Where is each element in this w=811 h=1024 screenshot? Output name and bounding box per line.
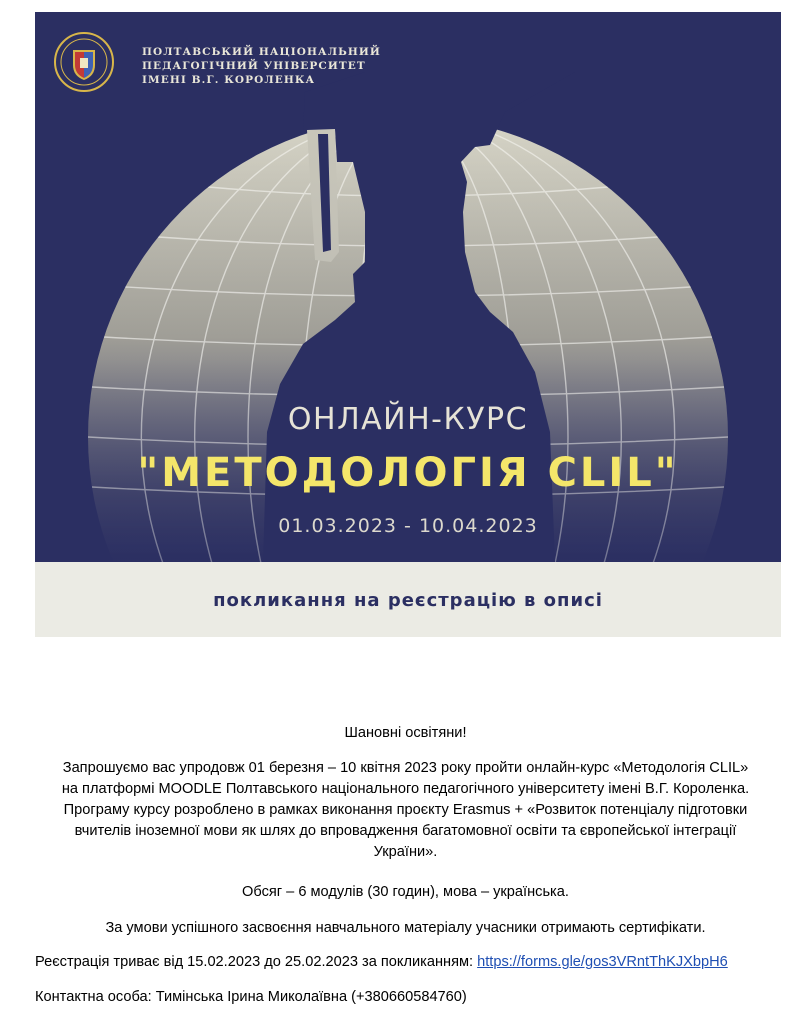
course-banner: [35, 12, 781, 637]
course-label: ОНЛАЙН-КУРС: [287, 402, 529, 437]
university-crest-icon: [54, 32, 114, 92]
university-name-line: ПОЛТАВСЬКИЙ НАЦІОНАЛЬНИЙ: [142, 46, 381, 58]
invitation-paragraph: [20, 758, 791, 863]
course-dates: 01.03.2023 - 10.04.2023: [278, 515, 538, 537]
registration-strip: [35, 562, 781, 637]
university-name: [142, 45, 381, 87]
greeting: Шановні освітяни!: [344, 725, 467, 741]
invitation-line: Програму курсу розроблено в рамках виконання проєкту Erasmus + «Розвиток потенціалу підготовки: [63, 802, 748, 818]
invitation-line: вчителів іноземної мови як шлях до впровадження багатомовної освіти та європейської інтеграції: [74, 823, 737, 839]
registration-link[interactable]: https://forms.gle/gos3VRntThKJXbpH6: [477, 954, 728, 970]
invitation-line: України».: [373, 844, 438, 860]
registration-call: покликання на реєстрацію в описі: [213, 590, 603, 611]
invitation-line: на платформі MOODLE Полтавського національного педагогічного університету імені В.Г. Короленка.: [61, 781, 750, 797]
university-name-line: ПЕДАГОГІЧНИЙ УНІВЕРСИТЕТ: [142, 60, 366, 72]
university-name-line: ІМЕНІ В.Г. КОРОЛЕНКА: [142, 74, 316, 86]
certificate-note: За умови успішного засвоєння навчального матеріалу учасники отримають сертифікати.: [105, 920, 706, 936]
course-volume: Обсяг – 6 модулів (30 годин), мова – українська.: [242, 884, 569, 900]
invitation-line: Запрошуємо вас упродовж 01 березня – 10 квітня 2023 року пройти онлайн-курс «Методологія CLIL»: [62, 760, 749, 776]
course-title: "МЕТОДОЛОГІЯ CLIL": [137, 450, 679, 496]
registration-text: Реєстрація триває від 15.02.2023 до 25.02.2023 за покликанням:: [35, 954, 478, 970]
registration-paragraph: [35, 952, 791, 973]
contact-person: Контактна особа: Тимінська Ірина Миколаївна (+380660584760): [35, 989, 467, 1005]
